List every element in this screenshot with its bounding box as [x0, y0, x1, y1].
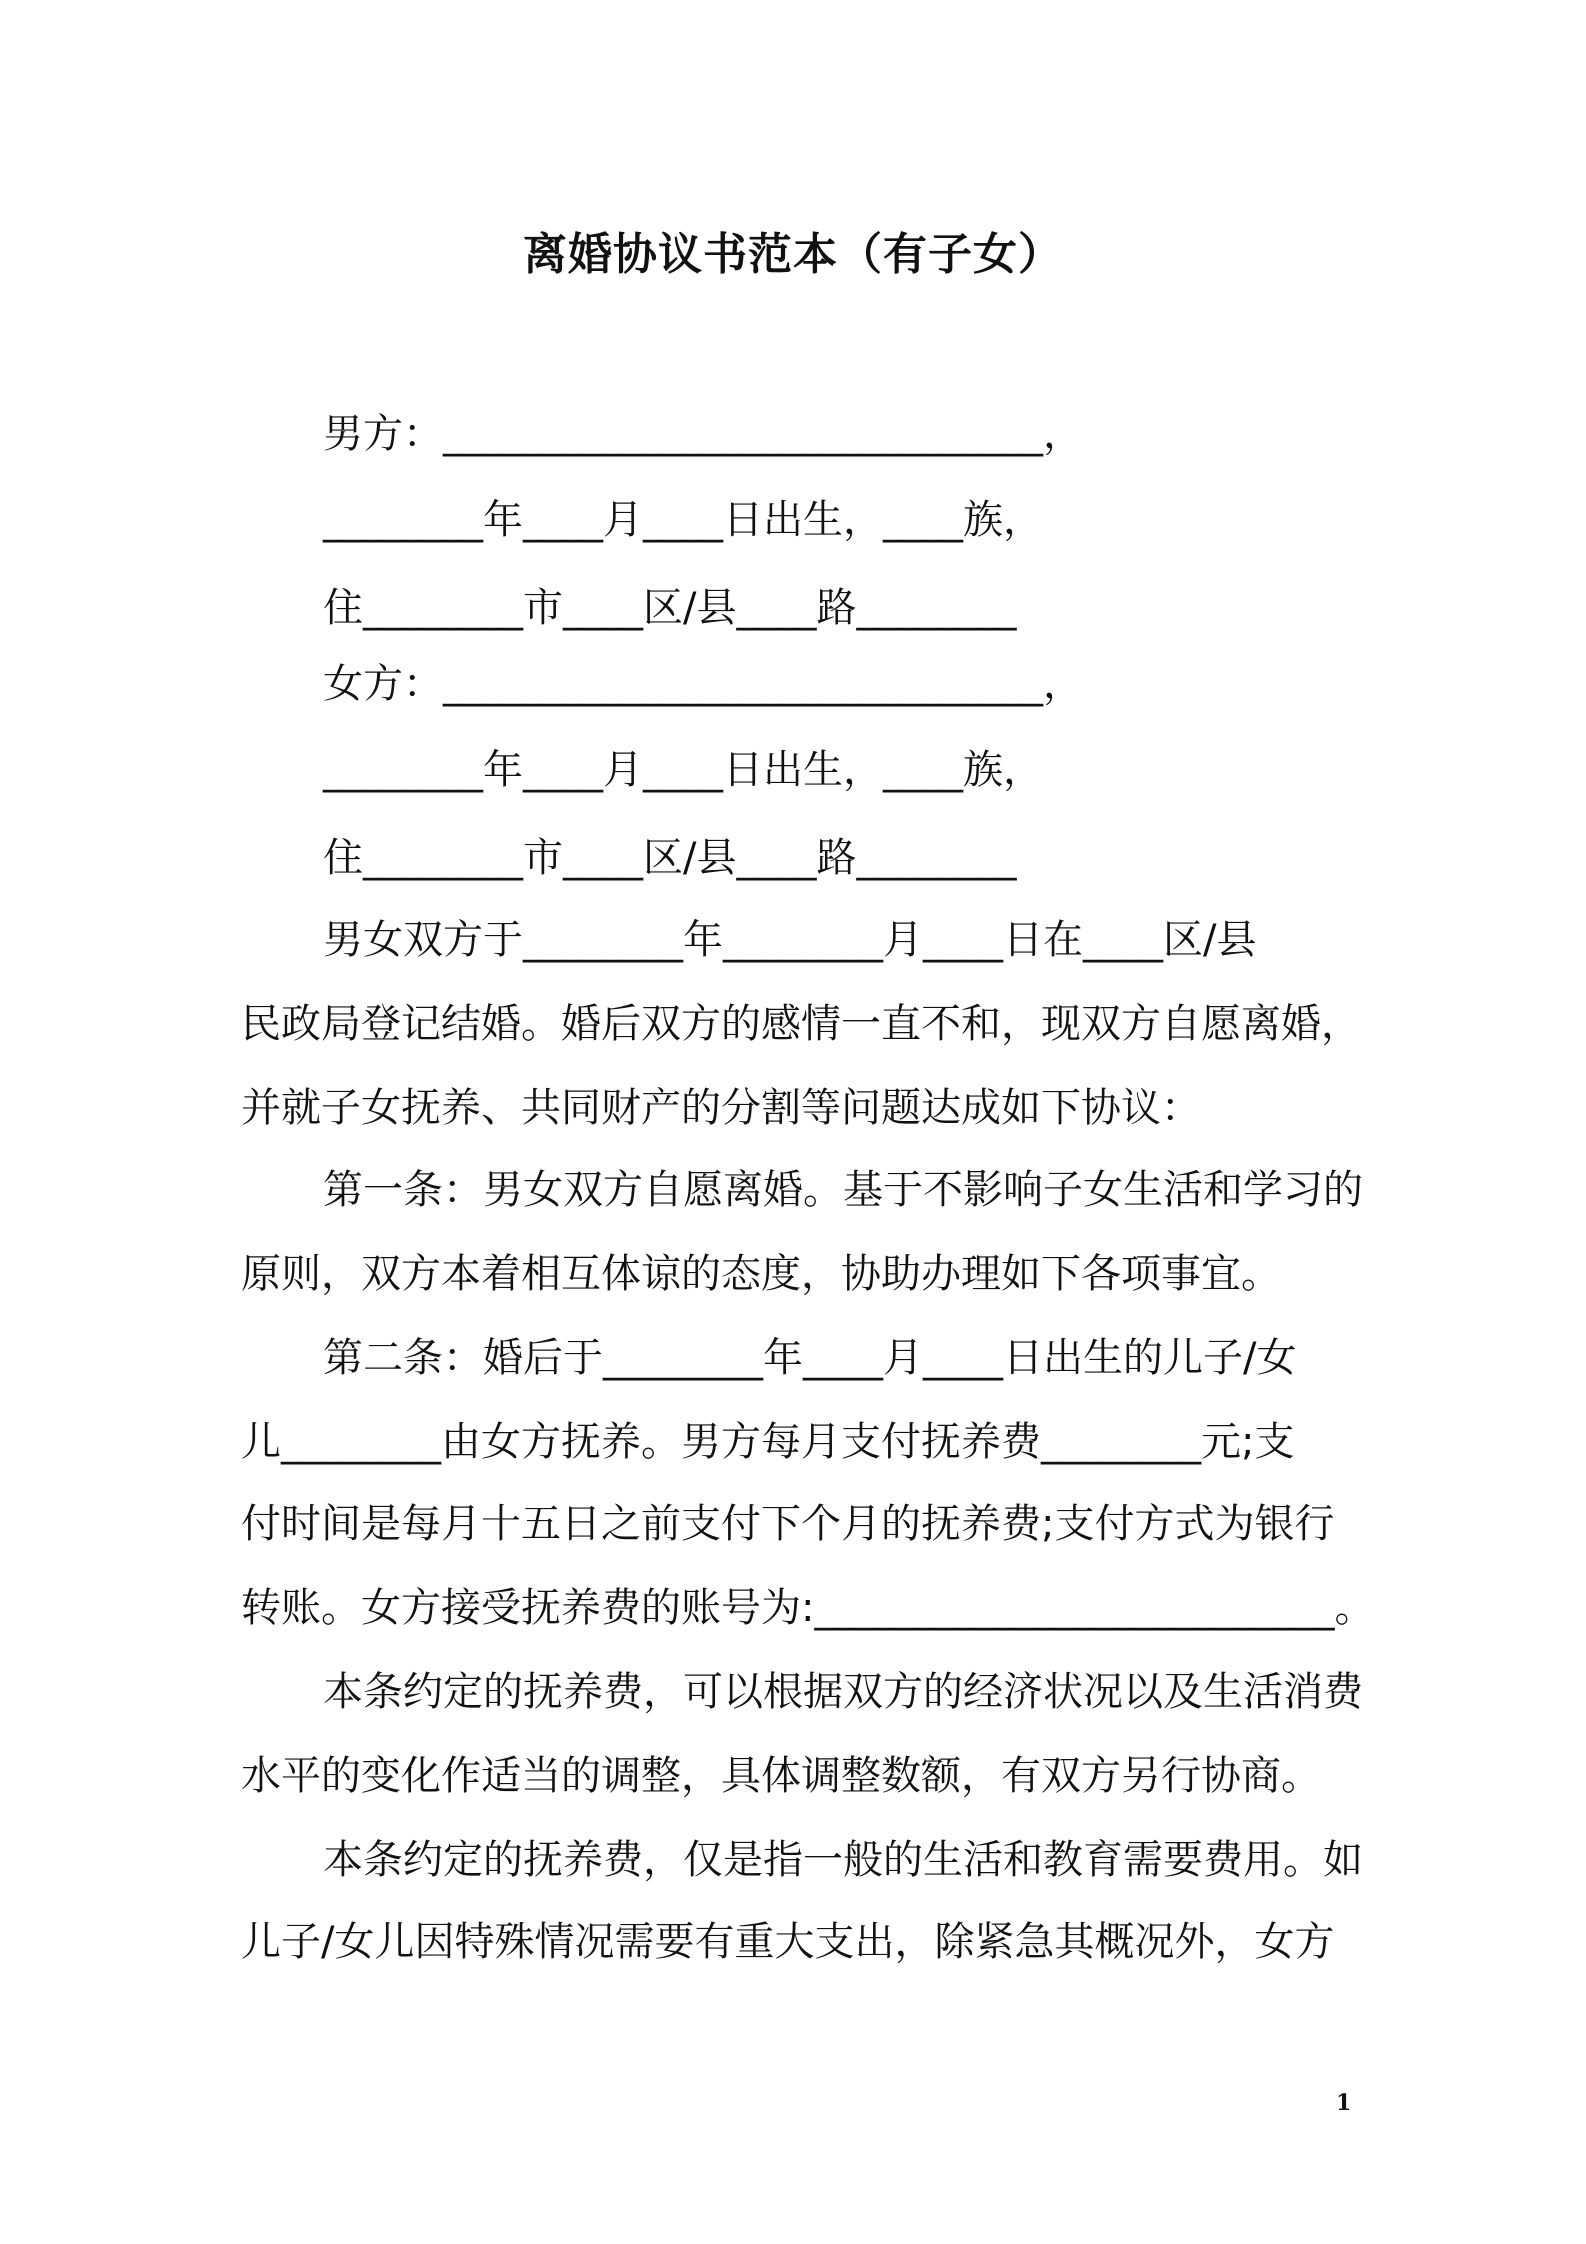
document-title: 离婚协议书范本（有子女）	[523, 229, 1063, 280]
article-two-line-1: 第二条：婚后于________年____月____日出生的儿子/女	[323, 1335, 1297, 1381]
female-party-line: 女方：______________________________，	[323, 661, 1083, 707]
expense-paragraph-line-2: 儿子/女儿因特殊情况需要有重大支出，除紧急其概况外，女方	[241, 1919, 1335, 1965]
marriage-paragraph-line-1: 男女双方于________年________月____日在____区/县	[323, 917, 1257, 963]
page-number: 1	[1336, 2090, 1352, 2116]
adjustment-paragraph-line-1: 本条约定的抚养费，可以根据双方的经济状况以及生活消费	[323, 1669, 1363, 1715]
female-address-line: 住________市____区/县____路________	[323, 835, 1017, 881]
female-birth-line: ________年____月____日出生，____族，	[323, 747, 1043, 793]
article-one-line-1: 第一条：男女双方自愿离婚。基于不影响子女生活和学习的	[323, 1167, 1363, 1213]
marriage-paragraph-line-2: 民政局登记结婚。婚后双方的感情一直不和，现双方自愿离婚，	[241, 1001, 1361, 1047]
article-one-line-2: 原则，双方本着相互体谅的态度，协助办理如下各项事宜。	[241, 1251, 1281, 1297]
expense-paragraph-line-1: 本条约定的抚养费，仅是指一般的生活和教育需要费用。如	[323, 1837, 1363, 1883]
article-two-line-4: 转账。女方接受抚养费的账号为:__________________________。	[241, 1585, 1375, 1631]
marriage-paragraph-line-3: 并就子女抚养、共同财产的分割等问题达成如下协议：	[241, 1085, 1201, 1131]
male-party-line: 男方：______________________________，	[323, 411, 1083, 457]
article-two-line-2: 儿________由女方抚养。男方每月支付抚养费________元;支	[241, 1419, 1295, 1465]
adjustment-paragraph-line-2: 水平的变化作适当的调整，具体调整数额，有双方另行协商。	[241, 1753, 1321, 1799]
male-address-line: 住________市____区/县____路________	[323, 585, 1017, 631]
article-two-line-3: 付时间是每月十五日之前支付下个月的抚养费;支付方式为银行	[241, 1501, 1335, 1547]
male-birth-line: ________年____月____日出生，____族，	[323, 497, 1043, 543]
